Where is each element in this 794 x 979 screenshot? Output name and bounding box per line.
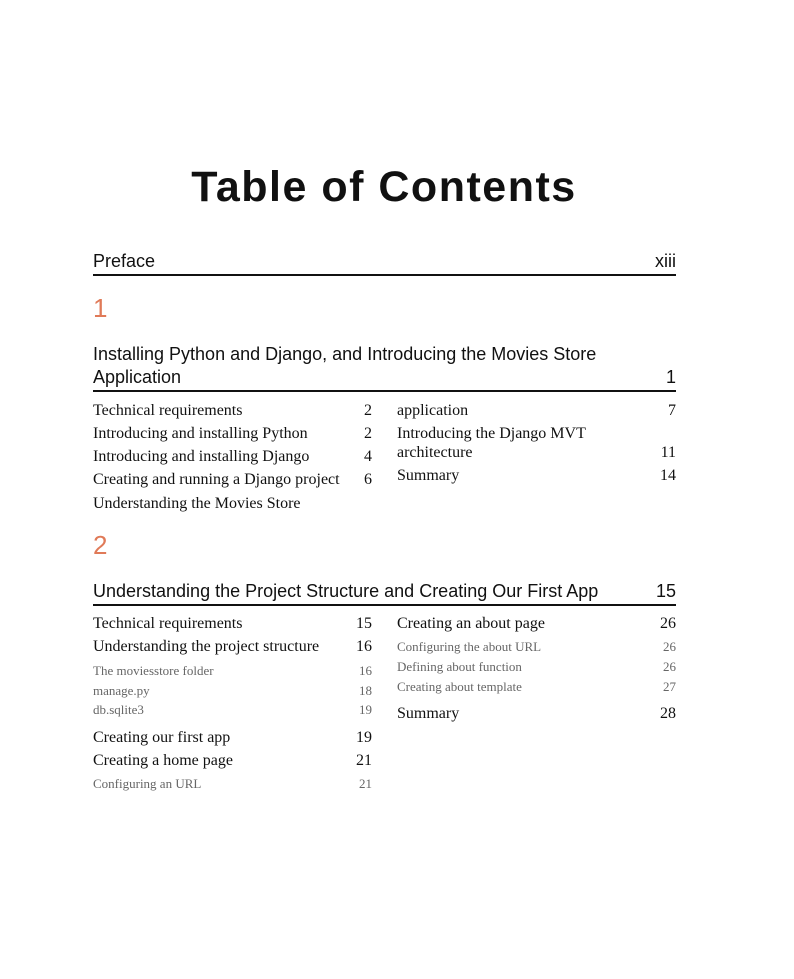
toc-entry[interactable]	[93, 401, 372, 420]
toc-subentry[interactable]	[93, 661, 372, 680]
entry-label: Introducing the Django MVT architecture	[397, 425, 586, 461]
chapter-2-number: 2	[93, 530, 108, 560]
entry-label: manage.py	[93, 683, 150, 698]
entry-label: Creating and running a Django project	[93, 471, 340, 488]
toc-entry[interactable]	[93, 728, 372, 747]
preface-page: xiii	[655, 251, 676, 271]
preface-label: Preface	[93, 251, 156, 271]
toc-entry[interactable]	[397, 424, 676, 462]
entry-page: 11	[660, 444, 676, 461]
entry-label: Summary	[397, 705, 460, 722]
chapter-1-title[interactable]	[93, 343, 676, 392]
chapter-title-text: Understanding the Project Structure and Creating Our First App	[93, 581, 599, 601]
toc-entry[interactable]	[93, 424, 372, 443]
entry-page: 6	[364, 471, 372, 488]
entry-label: Creating our first app	[93, 729, 231, 746]
chapter-page: 1	[665, 367, 676, 387]
toc-entry[interactable]	[93, 447, 372, 466]
chapter-title-text: Installing Python and Django, and Introducing the Movies Store Application	[93, 344, 597, 387]
entry-page: 27	[663, 679, 676, 694]
entry-page: 15	[356, 615, 372, 632]
entry-label: Technical requirements	[93, 615, 243, 632]
entry-label: Configuring the about URL	[397, 639, 542, 654]
entry-label: Creating about template	[397, 679, 522, 694]
toc-entry[interactable]	[93, 494, 372, 513]
entry-label: Summary	[397, 467, 460, 484]
toc-entry[interactable]	[93, 614, 372, 633]
entry-label: The moviesstore folder	[93, 663, 214, 678]
entry-page: 26	[660, 615, 676, 632]
entry-label: db.sqlite3	[93, 702, 144, 717]
toc-subentry[interactable]	[397, 677, 676, 696]
entry-page: 21	[359, 776, 372, 791]
chapter-page: 15	[655, 581, 676, 601]
entry-label: application	[397, 402, 469, 419]
toc-subentry[interactable]	[397, 637, 676, 656]
toc-entry[interactable]	[397, 466, 676, 485]
toc-entry[interactable]	[93, 470, 372, 489]
toc-subentry[interactable]	[397, 657, 676, 676]
entry-page: 2	[364, 402, 372, 419]
entry-page: 2	[364, 425, 372, 442]
entry-page: 19	[359, 702, 372, 717]
entry-page: 21	[356, 752, 372, 769]
entry-label: Introducing and installing Django	[93, 448, 310, 465]
entry-page: 26	[663, 659, 676, 674]
toc-subentry[interactable]	[93, 774, 372, 793]
entry-label: Defining about function	[397, 659, 522, 674]
entry-label: Introducing and installing Python	[93, 425, 308, 442]
preface-entry[interactable]	[93, 247, 676, 276]
entry-label: Technical requirements	[93, 402, 243, 419]
entry-page: 26	[663, 639, 676, 654]
toc-subentry[interactable]	[93, 700, 372, 719]
entry-label: Creating a home page	[93, 752, 233, 769]
entry-label: Configuring an URL	[93, 776, 202, 791]
toc-entry[interactable]	[397, 401, 676, 420]
entry-page: 4	[364, 448, 372, 465]
entry-label: Understanding the Movies Store	[93, 495, 301, 512]
entry-page: 16	[356, 638, 372, 655]
toc-entry[interactable]	[397, 614, 676, 633]
entry-label: Understanding the project structure	[93, 638, 320, 655]
chapter-2-title[interactable]	[93, 580, 676, 606]
entry-label: Creating an about page	[397, 615, 545, 632]
entry-page: 7	[668, 402, 676, 419]
chapter-1-number: 1	[93, 293, 108, 323]
entry-page: 28	[660, 705, 676, 722]
entry-page: 16	[359, 663, 372, 678]
entry-page: 18	[359, 683, 372, 698]
toc-subentry[interactable]	[93, 681, 372, 700]
toc-entry[interactable]	[397, 704, 676, 723]
toc-entry[interactable]	[93, 637, 372, 656]
toc-entry[interactable]	[93, 751, 372, 770]
page-title: Table of Contents	[191, 163, 577, 211]
entry-page: 19	[356, 729, 372, 746]
entry-page: 14	[660, 467, 676, 484]
